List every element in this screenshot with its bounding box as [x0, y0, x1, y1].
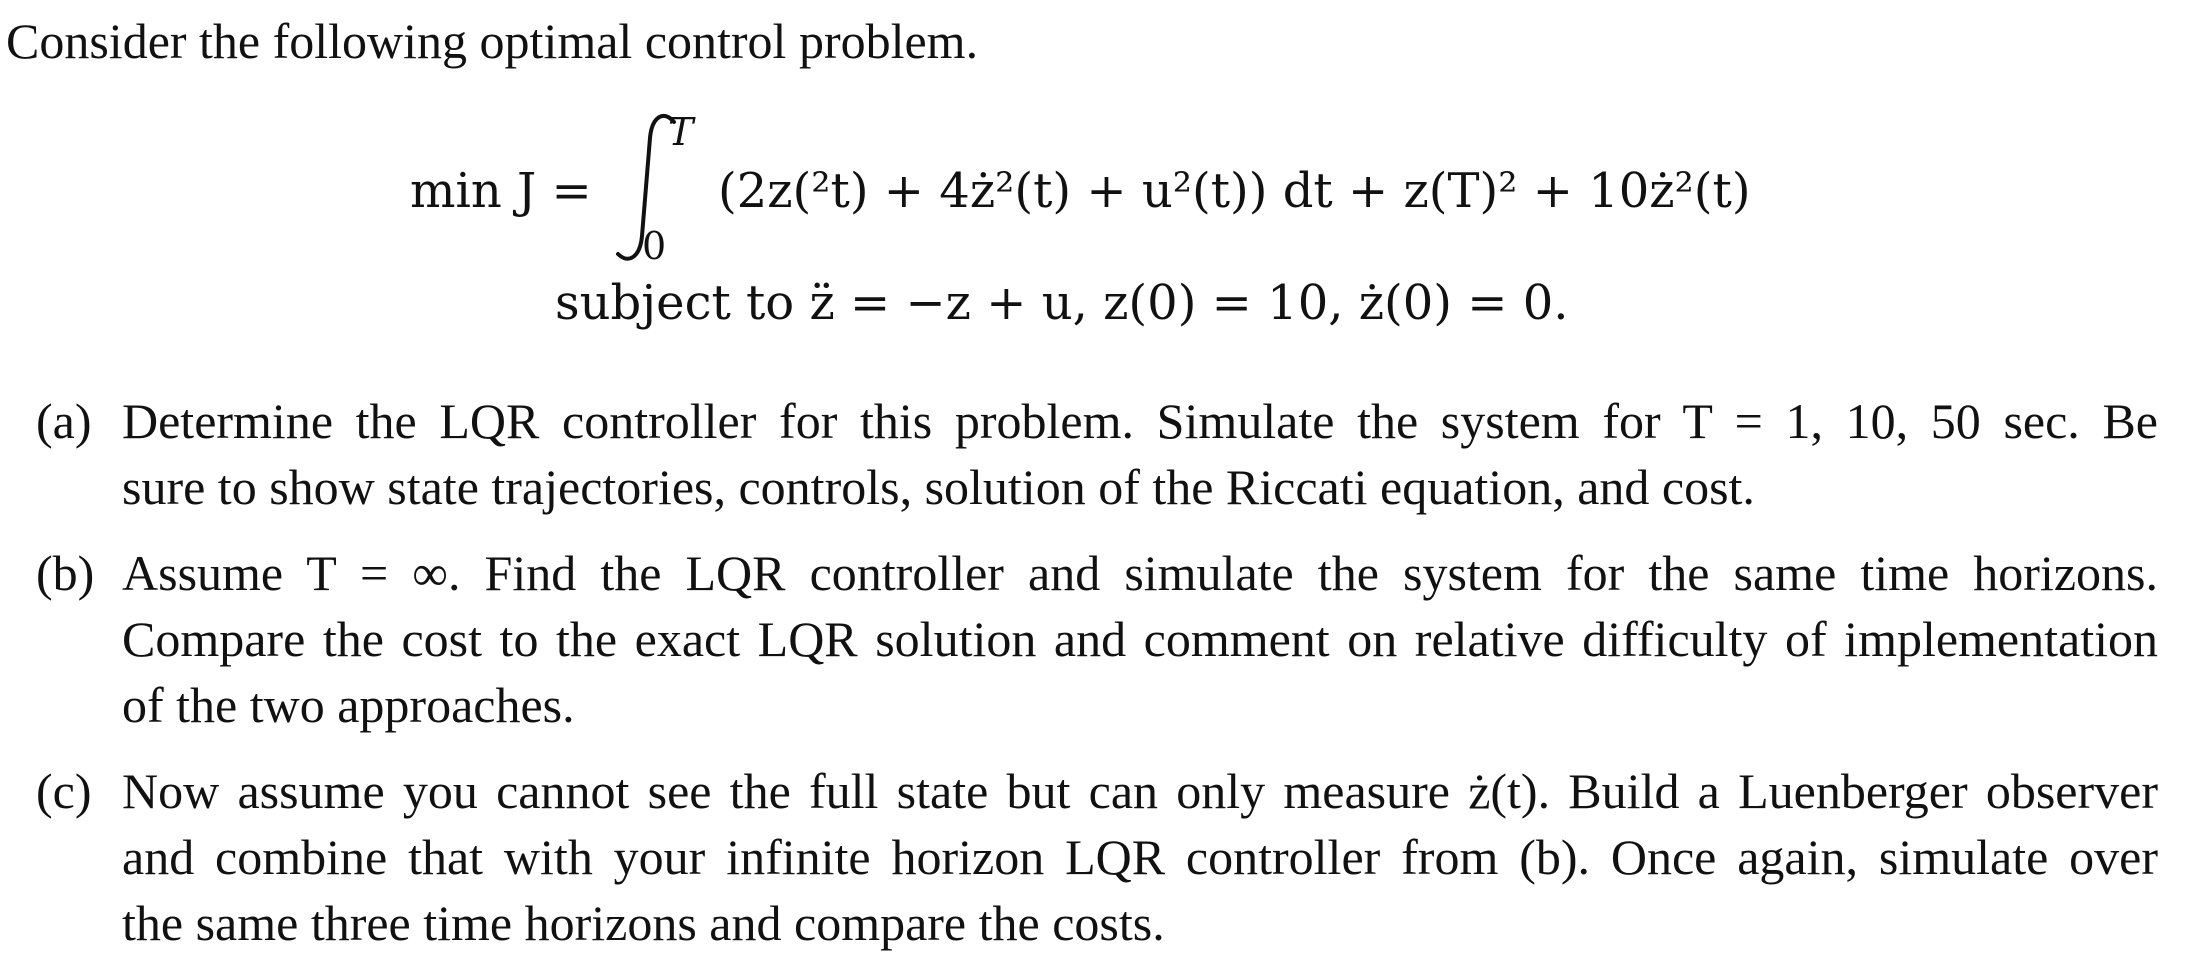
question-parts	[36, 388, 2176, 976]
part-line: Assume T = ∞. Find the LQR controller and simulate the system for the same time horizons.	[122, 545, 2158, 601]
part-line: and combine that with your infinite horizon LQR controller from (b). Once again, simulate over	[122, 829, 2158, 885]
part-line: Now assume you cannot see the full state but can only measure ż(t). Build a Luenberger observer	[122, 763, 2158, 819]
part-line: of the two approaches.	[122, 677, 575, 733]
part-text	[122, 758, 2158, 956]
objective-integrand: (2z(²t) + 4ż²(t) + u²(t)) dt + z(T)² + 10ż²(t)	[718, 163, 1751, 219]
part-b	[36, 540, 2176, 738]
part-a	[36, 388, 2176, 520]
part-line: Compare the cost to the exact LQR solution and comment on relative difficulty of implementation	[122, 611, 2158, 667]
objective-prefix: min J =	[410, 163, 592, 219]
intro-text: Consider the following optimal control problem.	[6, 13, 979, 69]
part-line: sure to show state trajectories, controls, solution of the Riccati equation, and cost.	[122, 459, 1755, 515]
part-text	[122, 540, 2158, 738]
integral-upper-limit: T	[668, 110, 694, 154]
part-c	[36, 758, 2176, 956]
part-text	[122, 388, 2158, 520]
part-label: (c)	[36, 763, 92, 819]
part-line: Determine the LQR controller for this problem. Simulate the system for T = 1, 10, 50 sec. Be	[122, 393, 2158, 449]
integral-lower-limit: 0	[642, 224, 667, 268]
part-label: (b)	[36, 545, 95, 601]
part-line: the same three time horizons and compare the costs.	[122, 895, 1165, 951]
part-label: (a)	[36, 393, 92, 449]
constraint-equation: subject to z̈ = −z + u, z(0) = 10, ż(0) = 0.	[555, 275, 1569, 331]
